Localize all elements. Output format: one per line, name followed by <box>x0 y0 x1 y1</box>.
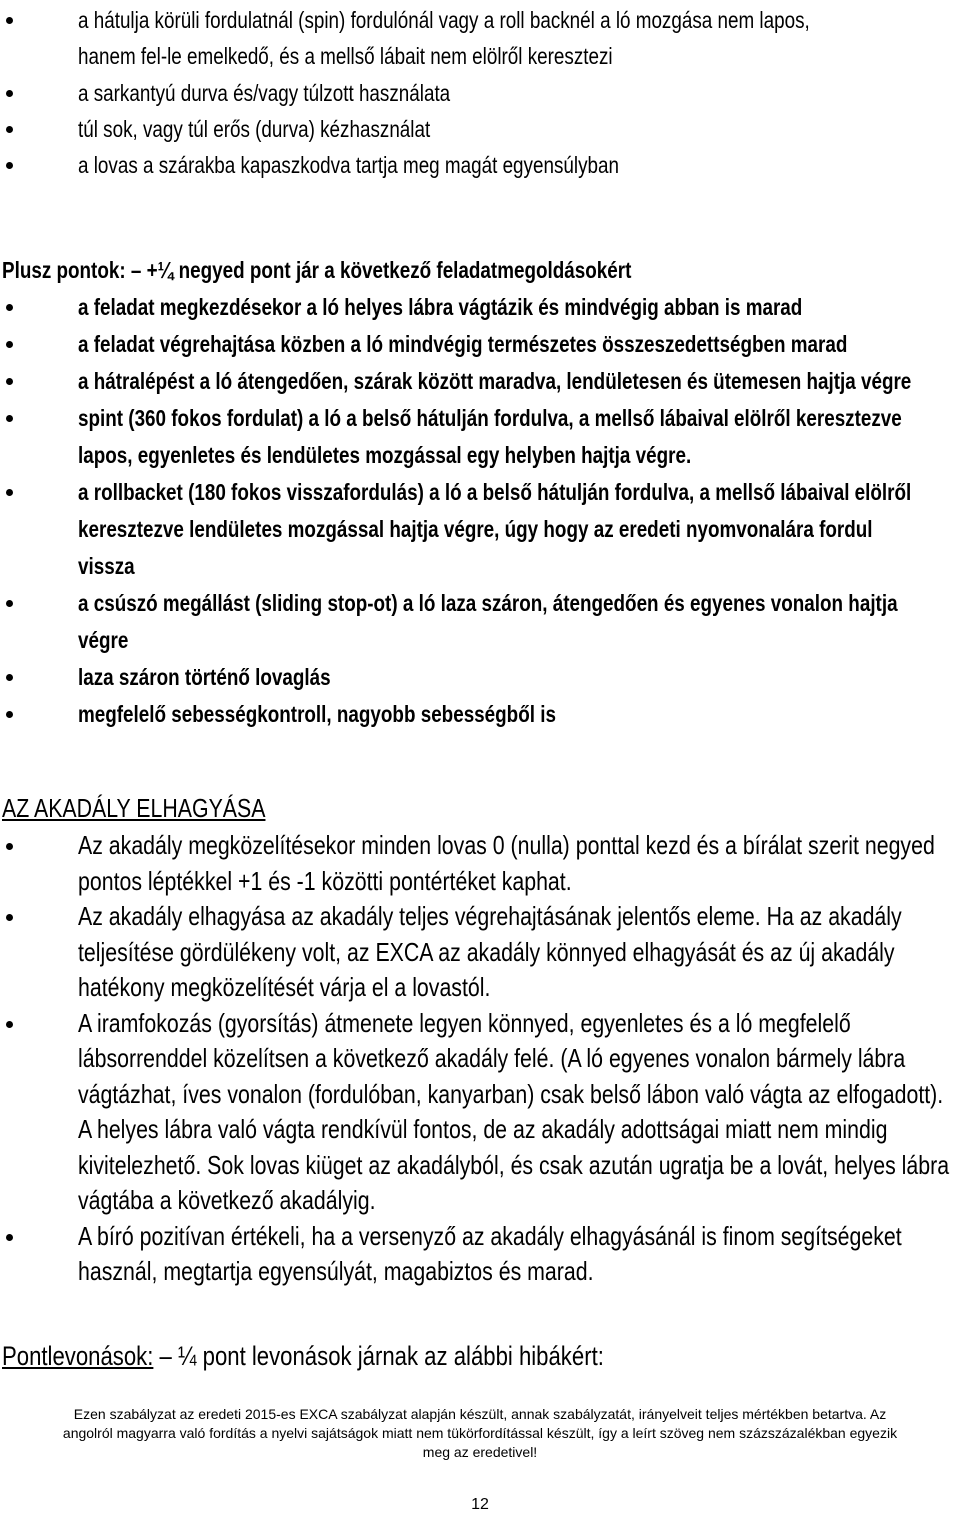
list-item-line: a feladat megkezdésekor a ló helyes lábra vágtázik és mindvégig abban is marad <box>78 294 803 320</box>
list-item <box>0 75 960 111</box>
list-item <box>0 828 960 899</box>
bullet-icon <box>6 415 13 422</box>
list-item <box>0 400 960 474</box>
list-item <box>0 111 960 147</box>
list-item-line: lapos, egyenletes és lendületes mozgással egy helyben hajtja végre. <box>78 442 692 468</box>
footer-line: angolról magyarra való fordítás a nyelvi sajátságok miatt nem tükörfordítással készült, így a leírt szöveg nem százszázalékban egyezik <box>62 1425 898 1441</box>
bullet-icon <box>6 674 13 681</box>
plus-points-heading <box>2 252 631 288</box>
list-item <box>0 899 960 1006</box>
list-item-line: A bíró pozitívan értékeli, ha a versenyző az akadály elhagyásánál is finom segítségeket <box>78 1220 902 1251</box>
plus-points-label: Plusz pontok: <box>2 257 126 283</box>
list-item <box>0 585 960 659</box>
list-item-line: teljesítése gördülékeny volt, az EXCA az akadály könnyed elhagyását és az új akadály <box>78 936 895 967</box>
list-item-line: vágtába a következő akadályig. <box>78 1185 376 1215</box>
list-item-line: használ, megtartja egyensúlyát, magabiztos és marad. <box>78 1256 594 1286</box>
list-item-line: a feladat végrehajtása közben a ló mindvégig természetes összeszedettségben marad <box>78 331 848 357</box>
plus-points-text: – +¼ negyed pont jár a következő feladatmegoldásokért <box>130 257 632 283</box>
page-number: 12 <box>471 1496 489 1513</box>
list-item-line: spint (360 fokos fordulat) a ló a belső hátulján fordulva, a mellső lábaival elölről keresztezve <box>78 405 902 431</box>
bullet-icon <box>6 378 13 385</box>
footer-note <box>0 1405 960 1462</box>
list-item-line: a lovas a szárakba kapaszkodva tartja meg magát egyensúlyban <box>78 152 619 179</box>
list-item-line: vissza <box>78 553 135 579</box>
list-item-line: kivitelezhető. Sok lovas kiüget az akadályból, és csak azután ugratja be a lovát, helyes lábra <box>78 1149 950 1180</box>
list-item-line: Az akadály megközelítésekor minden lovas 0 (nulla) ponttal kezd és a bírálat szerit negyed <box>78 830 935 860</box>
list-item-line: hatékony megközelítését várja el a lovastól. <box>78 972 491 1002</box>
bullet-icon <box>6 90 13 97</box>
deductions-heading <box>2 1338 604 1374</box>
penalty-list-continued <box>0 2 960 183</box>
list-item <box>0 147 960 183</box>
plus-points-list <box>0 289 960 733</box>
list-item <box>0 474 960 585</box>
list-item-line: keresztezve lendületes mozgással hajtja végre, úgy hogy az eredeti nyomvonalára fordul <box>78 516 873 542</box>
list-item-line: megfelelő sebességkontroll, nagyobb sebességből is <box>78 701 556 727</box>
list-item <box>0 696 960 733</box>
bullet-icon <box>6 711 13 718</box>
list-item-line: vágtázhat, íves vonalon (fordulóban, kanyarban) csak belső lábon való vágta az elfogadott). <box>78 1078 944 1109</box>
list-item-line: a hátralépést a ló átengedően, szárak között maradva, lendületesen és ütemesen hajtja végre <box>78 368 912 394</box>
list-item <box>0 363 960 400</box>
list-item <box>0 659 960 696</box>
list-item <box>0 2 960 75</box>
list-item-line: a sarkantyú durva és/vagy túlzott használata <box>78 79 451 106</box>
obstacle-exit-heading: AZ AKADÁLY ELHAGYÁSA <box>2 793 266 823</box>
list-item-line: túl sok, vagy túl erős (durva) kézhasználat <box>78 115 431 142</box>
list-item-line: Az akadály elhagyása az akadály teljes végrehajtásának jelentős eleme. Ha az akadály <box>78 901 902 931</box>
footer-line: Ezen szabályzat az eredeti 2015-es EXCA szabályzat alapján készült, annak szabályzatát, irányelveit teljes mértékben betartva. Az <box>73 1406 887 1422</box>
bullet-icon <box>6 600 13 607</box>
list-item-line: lábsorrenddel közelítsen a következő akadály felé. (A ló egyenes vonalon bármely lábra <box>78 1043 906 1073</box>
deductions-text: – ¼ pont levonások járnak az alábbi hibákért: <box>159 1341 604 1371</box>
list-item-line: laza száron történő lovaglás <box>78 664 331 690</box>
bullet-icon <box>6 17 13 24</box>
bullet-icon <box>6 1234 13 1241</box>
bullet-icon <box>6 341 13 348</box>
list-item-line: a csúszó megállást (sliding stop-ot) a ló laza száron, átengedően és egyenes vonalon hajtja <box>78 590 898 616</box>
list-item-line: a rollbacket (180 fokos visszafordulás) a ló a belső hátulján fordulva, a mellső lábaival elölről <box>78 479 912 505</box>
bullet-icon <box>6 914 13 921</box>
list-item-line: a hátulja körüli fordulatnál (spin) fordulónál vagy a roll backnél a ló mozgása nem lapos, <box>78 7 810 33</box>
list-item <box>0 326 960 363</box>
list-item-line: A iramfokozás (gyorsítás) átmenete legyen könnyed, egyenletes és a ló megfelelő <box>78 1007 851 1038</box>
bullet-icon <box>6 843 13 850</box>
bullet-icon <box>6 1021 13 1028</box>
list-item <box>0 1219 960 1290</box>
bullet-icon <box>6 489 13 496</box>
bullet-icon <box>6 126 13 133</box>
list-item-line: pontos léptékkel +1 és -1 közötti pontértéket kaphat. <box>78 865 572 896</box>
list-item <box>0 289 960 326</box>
obstacle-exit-list <box>0 828 960 1290</box>
list-item-line: hanem fel-le emelkedő, és a mellső lábait nem elölről keresztezi <box>78 43 613 70</box>
bullet-icon <box>6 162 13 169</box>
list-item-line: A helyes lábra való vágta rendkívül fontos, de az akadály adottságai miatt nem mindig <box>78 1114 888 1144</box>
list-item <box>0 1006 960 1219</box>
list-item-line: végre <box>78 627 129 653</box>
footer-line: meg az eredetivel! <box>422 1444 538 1460</box>
bullet-icon <box>6 304 13 311</box>
deductions-label: Pontlevonások: <box>2 1341 154 1371</box>
